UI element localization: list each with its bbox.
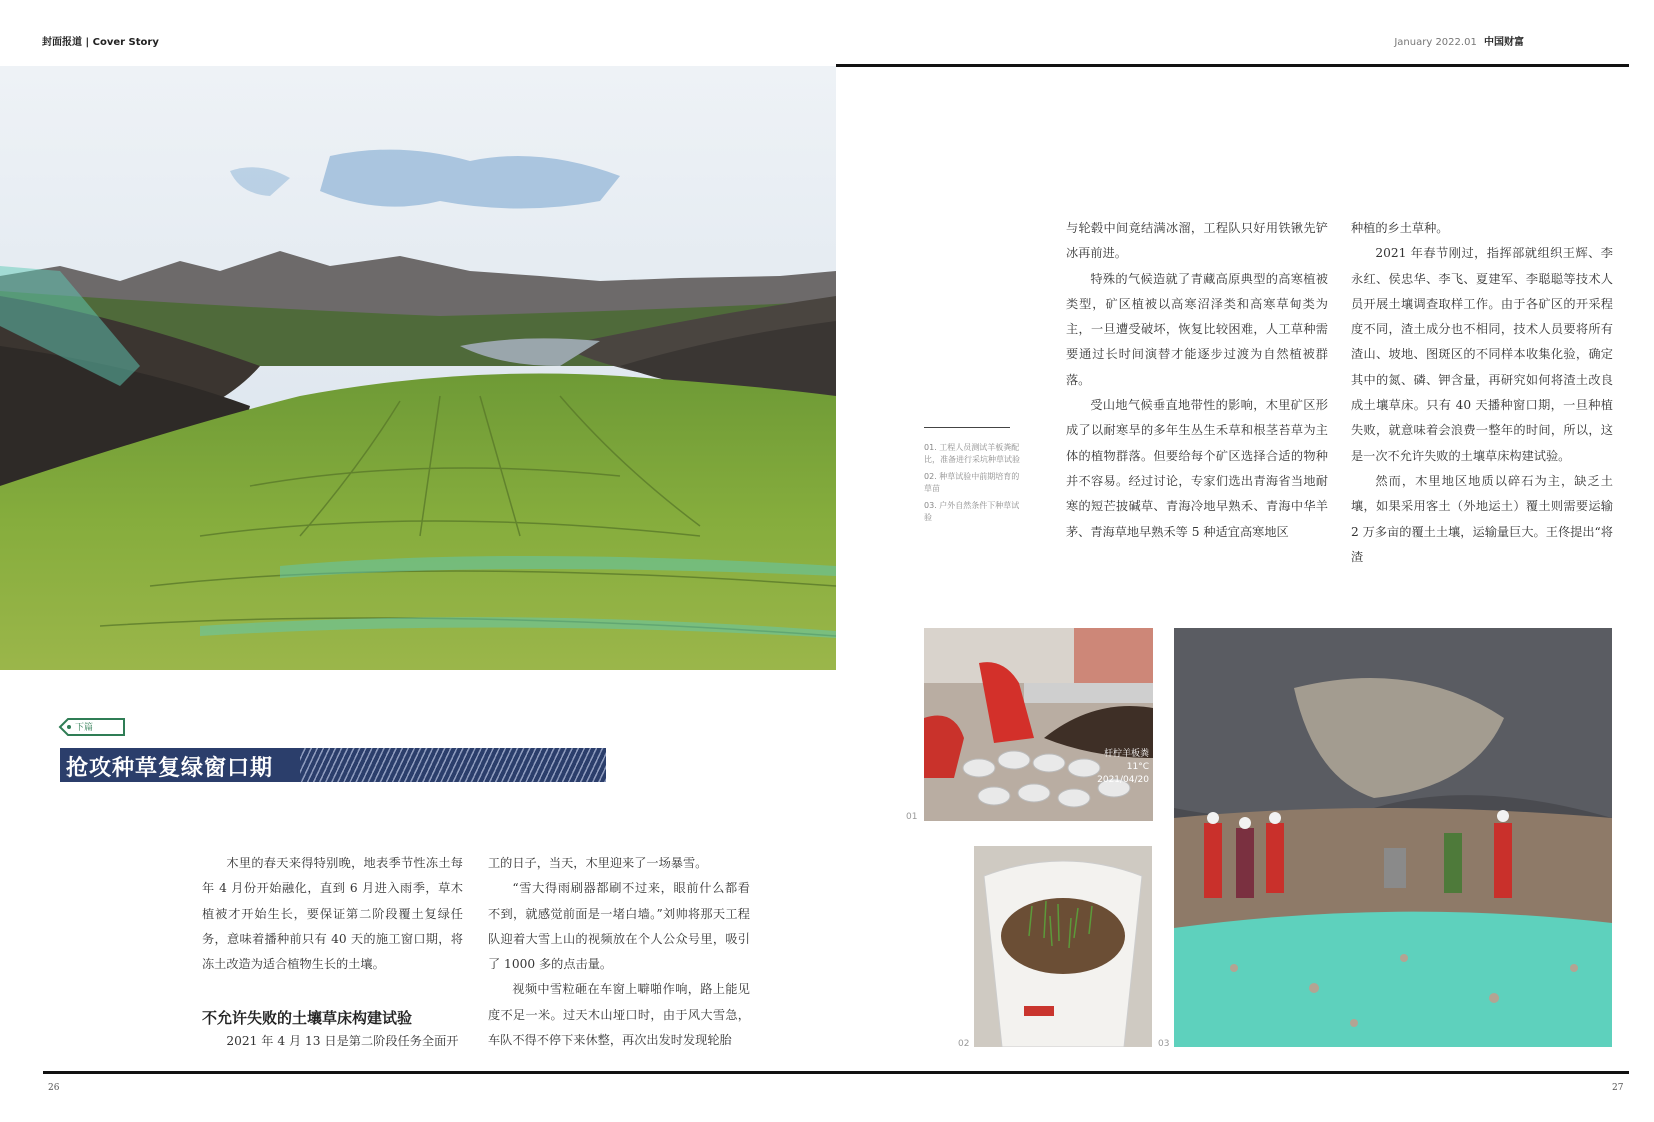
body-column-3	[1066, 216, 1328, 545]
body-column-2	[488, 851, 750, 1053]
page-number-right: 27	[1612, 1083, 1624, 1093]
paragraph: 工的日子，当天，木里迎来了一场暴雪。	[488, 856, 708, 870]
paragraph: 视频中雪粒砸在车窗上噼啪作响，路上能见度不足一米。过天木山垭口时，由于风大雪急，车队不得不停下来休整，再次出发时发现轮胎	[488, 982, 750, 1048]
paragraph: 木里的春天来得特别晚，地表季节性冻土每年 4 月份开始融化，直到 6 月进入雨季，草木植被才开始生长，要保证第二阶段覆土复绿任务，意味着播种前只有 40 天的施工窗口期，将冻土改造为适合植物生长的土壤。	[202, 856, 463, 972]
photo-number-01: 01	[906, 812, 918, 822]
top-rule	[836, 64, 1629, 67]
paragraph: 2021 年 4 月 13 日是第二阶段任务全面开	[226, 1034, 459, 1048]
heading-stripes	[300, 748, 606, 782]
paragraph: 种植的乡土草种。	[1351, 221, 1449, 235]
issue-date: January 2022.01	[1394, 37, 1477, 48]
magazine-brand: 中国财富	[1484, 37, 1524, 48]
paragraph: 2021 年春节刚过，指挥部就组织王辉、李永红、侯忠华、李飞、夏建军、李聪聪等技术人员开展土壤调查取样工作。由于各矿区的开采程度不同，渣土成分也不相同，技术人员要将所有渣山、坡地、图斑区的不同样本收集化验，确定其中的氮、磷、钾含量，再研究如何将渣土改良成土壤草床。只有 40 天播种窗口期，一旦种植失败，就意味着会浪费一整年的时间，所以，这是一次不允许失败的土壤草床构建试验。	[1351, 246, 1613, 463]
photo-01-stamp	[1085, 748, 1149, 787]
caption-rule	[924, 427, 1010, 428]
body-column-4	[1351, 216, 1613, 570]
caption-01: 01. 工程人员测试羊板粪配比，准备进行采坑种草试验	[924, 443, 1020, 464]
caption-03: 03. 户外自然条件下种草试验	[924, 501, 1020, 522]
section-tag-label: 下篇	[75, 723, 94, 733]
photo-number-03: 03	[1158, 1039, 1170, 1049]
photo-03-outdoor-planting	[1174, 628, 1612, 1047]
stamp-line: 2021/04/20	[1097, 775, 1149, 785]
paragraph: 与轮毂中间竟结满冰溜，工程队只好用铁锹先铲冰再前进。	[1066, 221, 1328, 261]
section-heading-bar	[60, 748, 606, 782]
body-column-1-continued	[202, 1029, 463, 1054]
paragraph: 受山地气候垂直地带性的影响，木里矿区形成了以耐寒旱的多年生丛生禾草和根茎苔草为主体的植物群落。但要给每个矿区选择合适的物种并不容易。经过讨论，专家们选出青海省当地耐寒的短芒披碱草、青海冷地早熟禾、青海中华羊茅、青海草地早熟禾等 5 种适宜高寒地区	[1066, 398, 1328, 539]
paragraph: 特殊的气候造就了青藏高原典型的高寒植被类型，矿区植被以高寒沼泽类和高寒草甸类为主，一旦遭受破坏，恢复比较困难，人工草种需要通过长时间演替才能逐步过渡为自然植被群落。	[1066, 271, 1328, 387]
paragraph: “雪大得雨刷器都刷不过来，眼前什么都看不到，就感觉前面是一堵白墙。”刘帅将那天工程队迎着大雪上山的视频放在个人公众号里，吸引了 1000 多的点击量。	[488, 881, 750, 972]
bottom-rule	[43, 1071, 1629, 1074]
section-label: 封面报道 | Cover Story	[42, 37, 159, 48]
photo-02-seedling-bucket	[974, 846, 1152, 1047]
photo-captions	[924, 442, 1020, 529]
section-title: 抢攻种草复绿窗口期	[66, 756, 274, 781]
caption-02: 02. 种草试验中前期培育的草苗	[924, 472, 1020, 493]
stamp-line: 杆柠羊板粪	[1103, 749, 1149, 759]
issue-info	[1394, 33, 1524, 48]
subheading: 不允许失败的土壤草床构建试验	[202, 1009, 413, 1027]
stamp-line: 11°C	[1126, 762, 1149, 772]
photo-number-02: 02	[958, 1039, 970, 1049]
paragraph: 然而，木里地区地质以碎石为主，缺乏土壤，如果采用客土（外地运土）覆土则需要运输 2 万多亩的覆土土壤，运输量巨大。王佟提出“将渣	[1351, 473, 1613, 564]
page-number-left: 26	[48, 1083, 60, 1093]
photo-01-workers-buckets	[924, 628, 1153, 821]
body-column-1	[202, 851, 463, 977]
hero-photo-landscape	[0, 66, 836, 670]
